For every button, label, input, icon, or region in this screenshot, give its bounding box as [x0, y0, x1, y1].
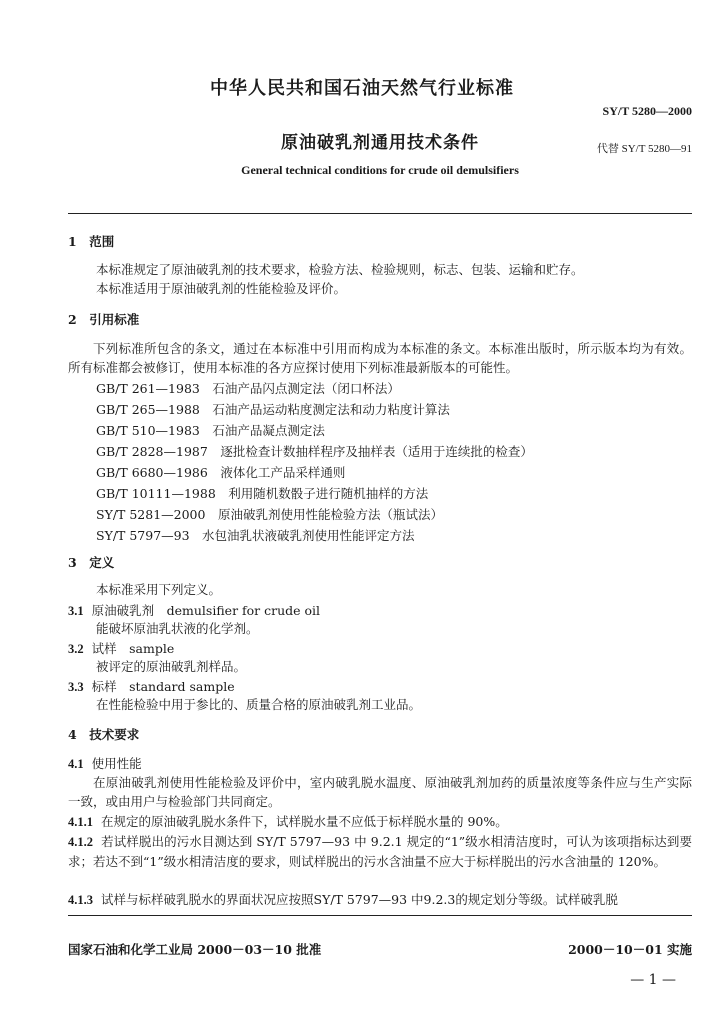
- definition-text: 被评定的原油破乳剂样品。: [96, 659, 247, 674]
- definition-term: 原油破乳剂 demulsifier for crude oil: [91, 603, 321, 618]
- reference-item: SY/T 5281—2000 原油破乳剂使用性能检验方法（瓶试法）: [96, 507, 443, 522]
- clause-number: 4.1.2: [68, 835, 93, 849]
- definition-number: 3.3: [68, 680, 84, 694]
- approval-line: 国家石油和化学工业局 2000－03－10 批准: [68, 942, 322, 957]
- subsection-title: 使用性能: [91, 756, 142, 771]
- definition-number: 3.2: [68, 642, 84, 656]
- section-2-intro: 下列标准所包含的条文，通过在本标准中引用而构成为本标准的条文。本标准出版时，所示版本均为有效。所有标准都会被修订，使用本标准的各方应探讨使用下列标准最新版本的可能性。: [68, 341, 692, 375]
- clause-number: 4.1.1: [68, 815, 93, 829]
- page-number: — 1 —: [630, 972, 676, 988]
- standard-category-title: 中华人民共和国石油天然气行业标准: [210, 78, 514, 99]
- reference-item: GB/T 510—1983 石油产品凝点测定法: [96, 423, 325, 438]
- definition-3-1: [68, 601, 320, 619]
- footer-divider: [68, 915, 692, 916]
- clause-text: 试样与标样破乳脱水的界面状况应按照SY/T 5797—93 中9.2.3的规定划分等级。试样破乳脱: [101, 892, 618, 907]
- definition-term: 标样 standard sample: [91, 679, 235, 694]
- section-1-para-2: 本标准适用于原油破乳剂的性能检验及评价。: [96, 281, 347, 296]
- reference-item: GB/T 2828—1987 逐批检查计数抽样程序及抽样表（适用于连续批的检查）: [96, 444, 533, 459]
- definition-3-3: [68, 677, 235, 695]
- definition-term: 试样 sample: [91, 641, 175, 656]
- definition-text: 能破坏原油乳状液的化学剂。: [96, 621, 259, 636]
- english-title: General technical conditions for crude oil demulsifiers: [241, 163, 519, 177]
- clause-4-1-2: [68, 832, 692, 871]
- definition-number: 3.1: [68, 604, 84, 618]
- section-1-heading: 1 范围: [68, 234, 115, 249]
- reference-item: GB/T 265—1988 石油产品运动粘度测定法和动力粘度计算法: [96, 402, 450, 417]
- reference-item: GB/T 261—1983 石油产品闪点测定法（闭口杯法）: [96, 381, 400, 396]
- section-1-para-1: 本标准规定了原油破乳剂的技术要求，检验方法、检验规则，标志、包装、运输和贮存。: [96, 262, 584, 277]
- section-4-heading: 4 技术要求: [68, 727, 140, 742]
- implementation-date: 2000－10－01 实施: [568, 942, 692, 957]
- replaces-standard: 代替 SY/T 5280—91: [596, 143, 692, 155]
- definition-3-2: [68, 639, 174, 657]
- clause-4-1-1: [68, 812, 692, 832]
- reference-item: GB/T 10111—1988 利用随机数骰子进行随机抽样的方法: [96, 486, 429, 501]
- clause-4-1-3: [68, 890, 692, 910]
- clause-text: 在规定的原油破乳脱水条件下，试样脱水量不应低于标样脱水量的 90%。: [101, 814, 508, 829]
- document-title: 原油破乳剂通用技术条件: [281, 133, 479, 153]
- section-3-heading: 3 定义: [68, 555, 115, 570]
- subsection-4-1-text: 在原油破乳剂使用性能检验及评价中，室内破乳脱水温度、原油破乳剂加药的质量浓度等条件应与生产实际一致，或由用户与检验部门共同商定。: [68, 775, 692, 809]
- section-3-intro: 本标准采用下列定义。: [96, 582, 222, 597]
- header-divider: [68, 213, 692, 214]
- reference-item: SY/T 5797—93 水包油乳状液破乳剂使用性能评定方法: [96, 528, 415, 543]
- clause-number: 4.1.3: [68, 893, 93, 907]
- clause-text: 若试样脱出的污水目测达到 SY/T 5797—93 中 9.2.1 规定的“1”级水相清洁度时，可认为该项指标达到要求；若达不到“1”级水相清洁度的要求，则试样脱出的污水含油量不应大于标样脱出的污水含油量的 120%。: [68, 834, 692, 869]
- reference-item: GB/T 6680—1986 液体化工产品采样通则: [96, 465, 346, 480]
- section-2-heading: 2 引用标准: [68, 312, 140, 327]
- definition-text: 在性能检验中用于参比的、质量合格的原油破乳剂工业品。: [96, 697, 422, 712]
- subsection-4-1: [68, 754, 142, 772]
- standard-number: SY/T 5280—2000: [602, 104, 692, 118]
- subsection-number: 4.1: [68, 757, 84, 771]
